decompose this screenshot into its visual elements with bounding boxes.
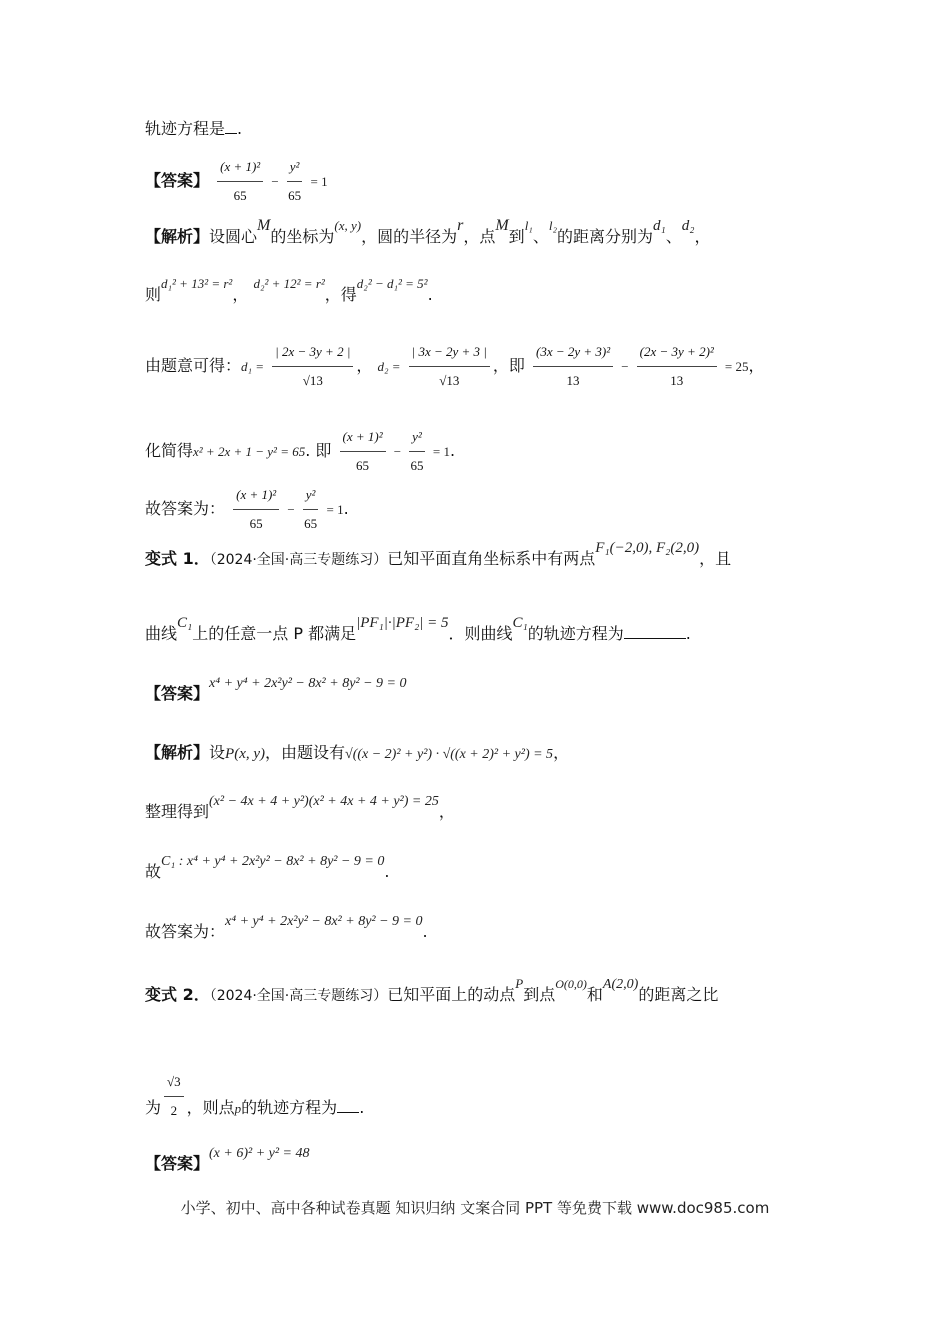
solution-line: 故答案为：x⁴ + y⁴ + 2x²y² − 8x² + 8y² − 9 = 0. — [145, 914, 428, 941]
page-footer: 小学、初中、高中各种试卷真题 知识归纳 文案合同 PPT 等免费下载 www.doc985.com — [180, 1199, 770, 1217]
solution-line: 由题意可得：d₁ = $\frac{| 2x - 3y + 2 |}{√13}$ ， d₂ = $\frac{| 3x - 2y + 3 |}{√13}$ ，即 $\frac{\text{(3x − 2y + 3)²}}{13}$ − $\frac{\text{(2x − 3y + 2)²}}{13}$ = 25， — [145, 340, 890, 393]
fraction: $\frac{\text{(2x − 3y + 2)²}}{13}$ — [637, 340, 717, 393]
fraction: $\frac{| 2x - 3y + 2 |}{√13}$ — [272, 340, 353, 393]
answer-blank — [337, 1112, 359, 1113]
variant-2-line-2: 为 $\frac{√3}{2}$ ，则点p的轨迹方程为 . — [145, 1070, 890, 1123]
solution-line: 【解析】设P(x, y)，由题设有√((x − 2)² + y²) · √((x + 2)² + y²) = 5， — [145, 743, 570, 762]
solution-line: 整理得到(x² − 4x + 4 + y²)(x² + 4x + 4 + y²) = 25， — [145, 794, 455, 821]
variant-2-heading: 变式 2．（2024·全国·高三专题练习）已知平面上的动点$^P$到点$^{O(0,0)}$和A(2,0)的距离之比 — [145, 976, 719, 1004]
variant-1-line-2: 曲线C₁上的任意一点 P 都满足|PF₁|·|PF₂| = 5．则曲线C₁的轨迹方程为 . — [145, 615, 691, 643]
solution-line: 【解析】设圆心M的坐标为$^{(x, y)}$，圆的半径为r，点M到$^{l_1}$、$^{l_2}$的距离分别为d₁、d₂， — [145, 217, 711, 246]
fraction: $\frac{\text{(x + 1)²}}{65}$ — [340, 425, 386, 478]
answer-blank — [225, 133, 237, 134]
fraction: $\frac{| 3x - 2y + 3 |}{√13}$ — [409, 340, 490, 393]
solution-line: 化简得x² + 2x + 1 − y² = 65. 即 $\frac{\text{(x + 1)²}}{65}$ − $\frac{\text{y²}}{65}$ = 1. — [145, 425, 890, 478]
fraction: $\frac{\text{y²}}{65}$ — [409, 425, 425, 478]
fraction: $\frac{\text{y²}}{65}$ — [287, 155, 303, 208]
fraction: $\frac{\text{y²}}{65}$ — [303, 483, 319, 536]
fraction: $\frac{\text{(x + 1)²}}{65}$ — [217, 155, 263, 208]
answer-line-1: 【答案】 $\frac{\text{(x + 1)²}}{65}$ − $\frac{\text{y²}}{65}$ = 1 — [145, 155, 890, 208]
question-tail-line: 轨迹方程是 . — [145, 119, 243, 138]
answer-line-2: 【答案】x⁴ + y⁴ + 2x²y² − 8x² + 8y² − 9 = 0 — [145, 676, 407, 703]
variant-1-heading: 变式 1．（2024·全国·高三专题练习）已知平面直角坐标系中有两点F₁(−2,0), F₂(2,0)，且 — [145, 540, 732, 568]
solution-line: 故C₁ : x⁴ + y⁴ + 2x²y² − 8x² + 8y² − 9 = 0. — [145, 854, 390, 881]
answer-blank — [624, 638, 686, 639]
solution-line: 故答案为： $\frac{\text{(x + 1)²}}{65}$ − $\frac{\text{y²}}{65}$ = 1. — [145, 483, 890, 536]
fraction: $\frac{√3}{2}$ — [164, 1070, 184, 1123]
answer-line-3: 【答案】(x + 6)² + y² = 48 — [145, 1146, 310, 1173]
solution-line: 则$^{d_1^2 + 13^2 = r^2}$， $^{d_2^2 + 12^2 = r^2}$，得$^{d_2^2 - d_1^2 = 5^2}$. — [145, 276, 433, 304]
fraction: $\frac{\text{(x + 1)²}}{65}$ — [233, 483, 279, 536]
fraction: $\frac{\text{(3x − 2y + 3)²}}{13}$ — [533, 340, 613, 393]
